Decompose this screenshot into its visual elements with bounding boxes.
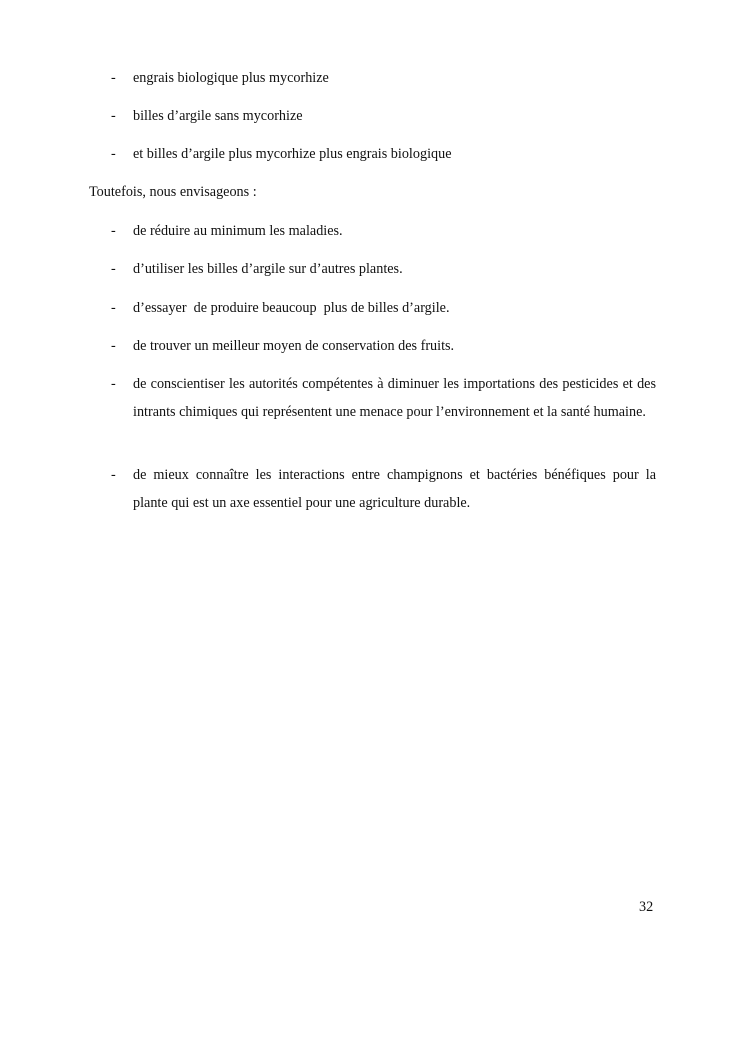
- bullet-dash: -: [111, 70, 116, 86]
- bullet-dash: -: [111, 338, 116, 354]
- bullet-dash: -: [111, 261, 116, 277]
- list-item-text: d’utiliser les billes d’argile sur d’autres plantes.: [133, 261, 403, 277]
- bullet-dash: -: [111, 300, 116, 316]
- list-item-text: de mieux connaître les interactions entre champignons et bactéries bénéfiques pour la plante qui est un axe essentiel pour une agriculture durable.: [133, 467, 656, 511]
- list-item-text: engrais biologique plus mycorhize: [133, 70, 329, 86]
- list-item-text: de réduire au minimum les maladies.: [133, 223, 343, 239]
- bullet-dash: -: [111, 467, 116, 483]
- list-item-text: billes d’argile sans mycorhize: [133, 108, 303, 124]
- list-item-text: de conscientiser les autorités compétentes à diminuer les importations des pesticides et des intrants chimiques qui représentent une menace pour l’environnement et la santé humaine.: [133, 376, 656, 420]
- list-item-text: d’essayer de produire beaucoup plus de billes d’argile.: [133, 300, 450, 316]
- list-item-text: de trouver un meilleur moyen de conservation des fruits.: [133, 338, 455, 354]
- bullet-dash: -: [111, 108, 116, 124]
- intro-paragraph: Toutefois, nous envisageons :: [89, 184, 257, 200]
- list-item-text: et billes d’argile plus mycorhize plus engrais biologique: [133, 146, 452, 162]
- page-number: 32: [639, 899, 654, 915]
- bullet-dash: -: [111, 376, 116, 392]
- bullet-dash: -: [111, 146, 116, 162]
- bullet-dash: -: [111, 223, 116, 239]
